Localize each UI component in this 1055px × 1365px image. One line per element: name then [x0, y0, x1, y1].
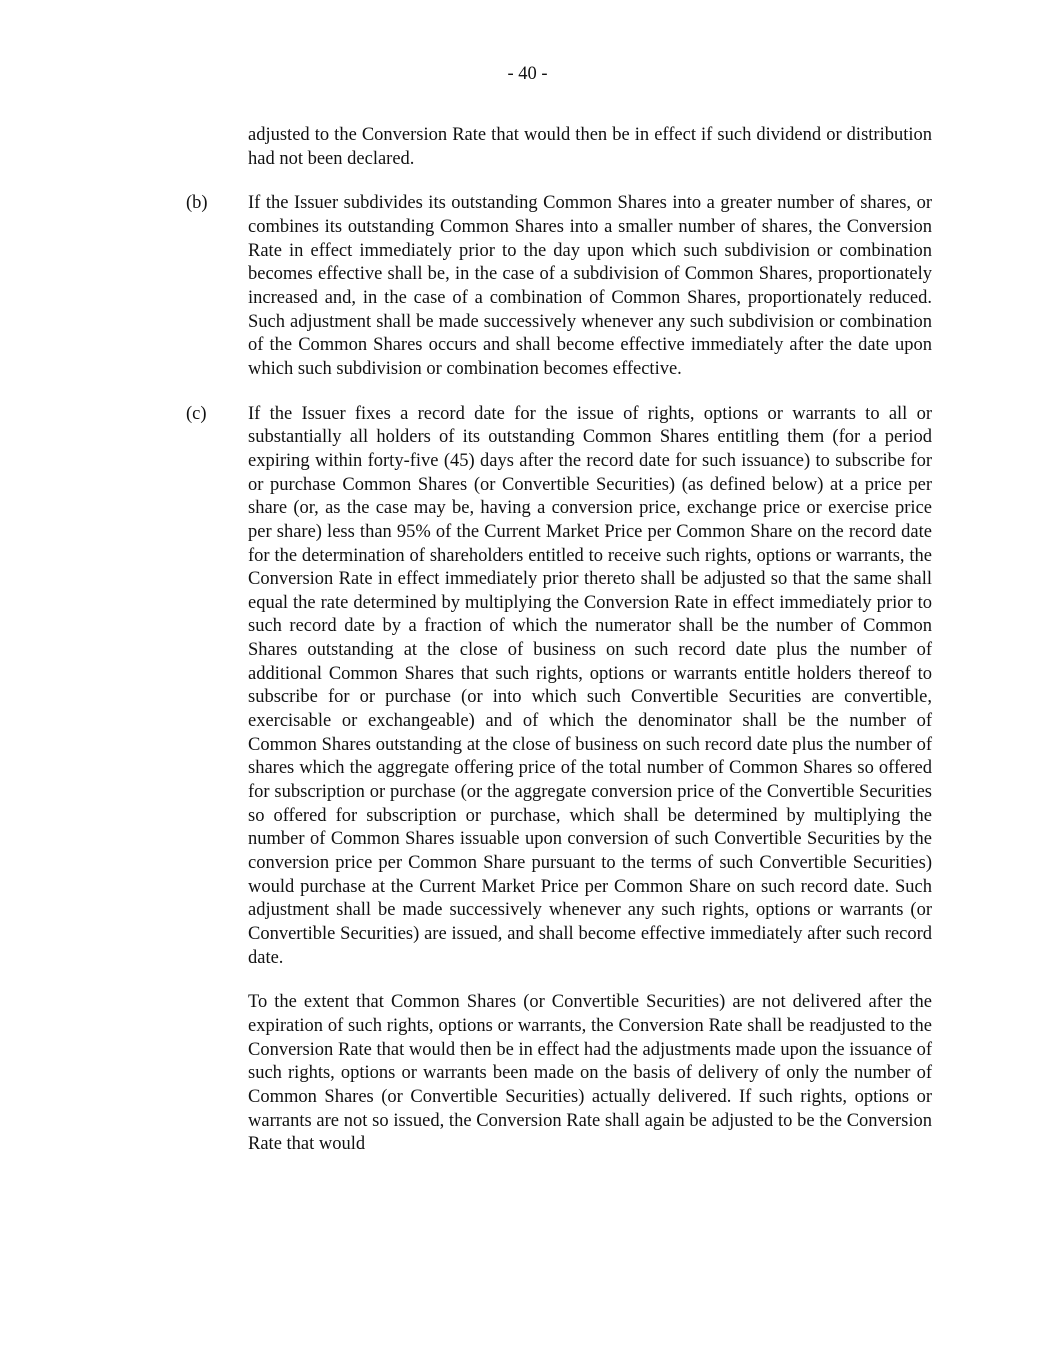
clause-c-text: If the Issuer fixes a record date for the issue of rights, options or warrants to all or substantially all holders of its outstanding Common Shares entitling them (for a period expiring within forty-five (45) days after the record date for such issuance) to subscribe for or purchase Common Shares (or Convertible Securities) (as defined below) at a price per share (or, as the case may be, having a conversion price, exchange price or exercise price per share) less than 95% of the Current Market Price per Common Share on the record date for the determination of shareholders entitled to receive such rights, options or warrants, the Conversion Rate in effect immediately prior thereto shall be adjusted so that the same shall equal the rate determined by multiplying the Conversion Rate in effect immediately prior to such record date by a fraction of which the numerator shall be the number of Common Shares outstanding at the close of business on such record date plus the number of additional Common Shares that such rights, options or warrants entitle holders thereof to subscribe for or purchase (or into which such Convertible Securities are convertible, exercisable or exchangeable) and of which the denominator shall be the number of Common Shares outstanding at the close of business on such record date plus the number of shares which the aggregate offering price of the total number of Common Shares so offered for subscription or purchase (or the aggregate conversion price of the Convertible Securities so offered for subscription or purchase, which shall be determined by multiplying the number of Common Shares issuable upon conversion of such Convertible Securities by the conversion price per Common Share pursuant to the terms of such Convertible Securities) would purchase at the Current Market Price per Common Share on such record date. Such adjustment shall be made successively whenever any such rights, options or warrants (or Convertible Securities) are issued, and shall become effective immediately after such record date.: [248, 403, 932, 968]
page-number: - 40 -: [507, 64, 548, 84]
closing-paragraph: To the extent that Common Shares (or Convertible Securities) are not delivered after the expiration of such rights, options or warrants, the Conversion Rate shall be readjusted to the Conversion Rate that would then be in effect had the adjustments made upon the issuance of such rights, options or warrants been made on the basis of delivery of only the number of Common Shares (or Convertible Securities) actually delivered. If such rights, options or warrants are not so issued, the Conversion Rate shall again be adjusted to be the Conversion Rate that would: [248, 992, 932, 1155]
document-body: [186, 124, 932, 1178]
clause-b: [186, 192, 932, 381]
clause-b-text: If the Issuer subdivides its outstanding Common Shares into a greater number of shares, or combines its outstanding Common Shares into a smaller number of shares, the Conversion Rate in effect immediately prior to the day upon which such subdivision or combination becomes effective shall be, in the case of a subdivision of Common Shares, proportionately increased and, in the case of a combination of Common Shares, proportionately reduced. Such adjustment shall be made successively whenever any such subdivision or combination of the Common Shares occurs and shall become effective immediately after the date upon which such subdivision or combination becomes effective.: [248, 193, 932, 379]
clause-c-label: (c): [186, 403, 207, 424]
intro-paragraph: adjusted to the Conversion Rate that would then be in effect if such dividend or distribution had not been declared.: [248, 125, 932, 169]
clause-c: [186, 403, 932, 971]
clause-b-label: (b): [186, 193, 208, 214]
